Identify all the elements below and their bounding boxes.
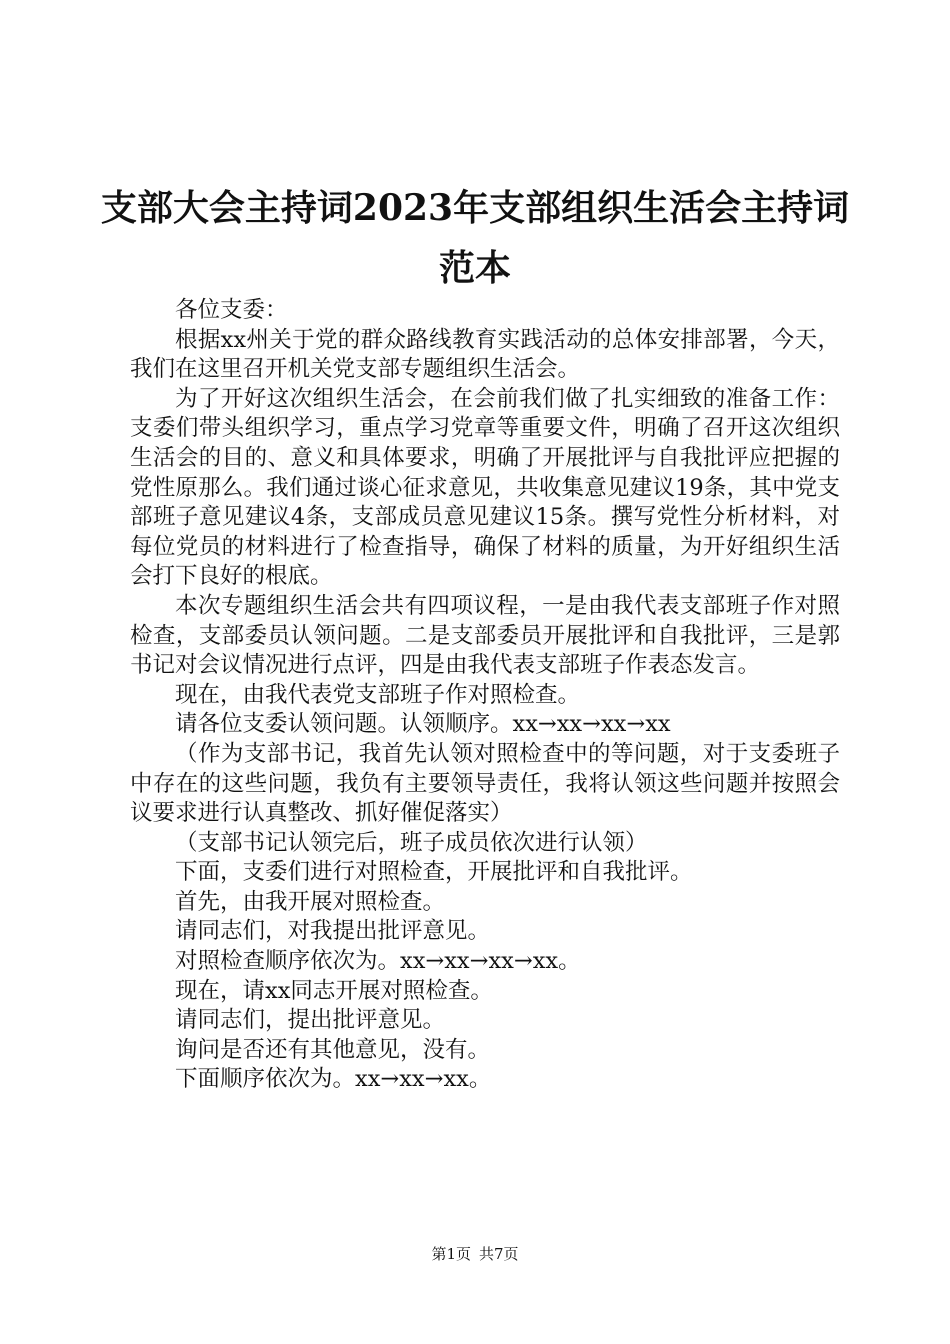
page-number: 第1页 bbox=[431, 1245, 471, 1263]
paragraph: （作为支部书记，我首先认领对照检查中的等问题，对于支委班子中存在的这些问题，我负有主要领导责任，我将认领这些问题并按照会议要求进行认真整改、抓好催促落实） bbox=[130, 740, 840, 827]
paragraph: 请各位支委认领问题。认领顺序。xx→xx→xx→xx bbox=[175, 711, 671, 738]
paragraph: 请同志们，提出批评意见。 bbox=[175, 1007, 446, 1034]
paragraph: 现在，请xx同志开展对照检查。 bbox=[175, 977, 493, 1004]
paragraph: 各位支委： bbox=[175, 297, 288, 323]
paragraph: 根据xx州关于党的群众路线教育实践活动的总体安排部署，今天，我们在这里召开机关党支部专题组织生活会。 bbox=[130, 326, 840, 383]
page-footer bbox=[0, 1244, 950, 1264]
paragraph: 对照检查顺序依次为。xx→xx→xx→xx。 bbox=[175, 948, 581, 975]
paragraph: 为了开好这次组织生活会，在会前我们做了扎实细致的准备工作：支委们带头组织学习，重点学习党章等重要文件，明确了召开这次组织生活会的目的、意义和具体要求，明确了开展批评与自我批评应把握的党性原那么。我们通过谈心征求意见，共收集意见建议19条，其中党支部班子意见建议4条，支部成员意见建议15条。撰写党性分析材料，对每位党员的材料进行了检查指导，确保了材料的质量，为开好组织生活会打下良好的根底。 bbox=[130, 385, 840, 590]
document-title: 支部大会主持词2023年支部组织生活会主持词范本 bbox=[100, 187, 850, 289]
document-body bbox=[130, 296, 840, 1095]
paragraph: 本次专题组织生活会共有四项议程，一是由我代表支部班子作对照检查，支部委员认领问题。二是支部委员开展批评和自我批评，三是郭书记对会议情况进行点评，四是由我代表支部班子作表态发言。 bbox=[130, 592, 840, 679]
paragraph: （支部书记认领完后，班子成员依次进行认领） bbox=[175, 829, 648, 856]
paragraph: 请同志们，对我提出批评意见。 bbox=[175, 918, 491, 945]
paragraph: 现在，由我代表党支部班子作对照检查。 bbox=[175, 681, 581, 708]
paragraph: 下面顺序依次为。xx→xx→xx。 bbox=[175, 1066, 492, 1093]
page-total: 共7页 bbox=[479, 1245, 519, 1263]
paragraph: 询问是否还有其他意见，没有。 bbox=[175, 1036, 491, 1063]
paragraph: 首先，由我开展对照检查。 bbox=[175, 888, 446, 915]
paragraph: 下面，支委们进行对照检查，开展批评和自我批评。 bbox=[175, 859, 693, 886]
